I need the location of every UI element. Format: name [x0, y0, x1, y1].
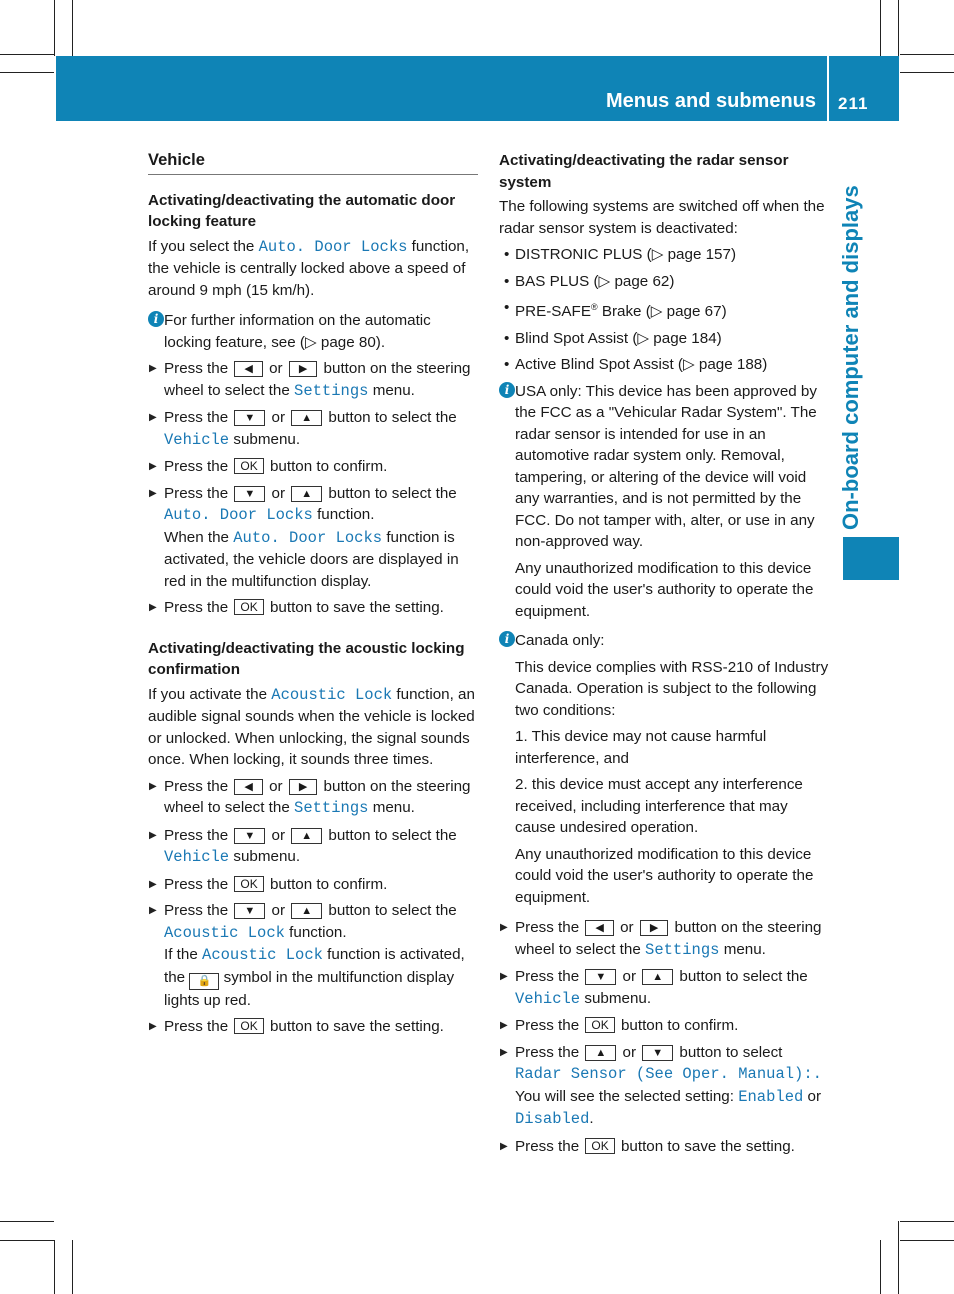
step-item: ▶ Press the ◀ or ▶ button on the steering wheel to select the Settings menu.: [500, 919, 822, 959]
step-item: ▶ Press the ▼ or ▲ button to select the Vehicle submenu.: [500, 968, 808, 1008]
down-button-icon: ▼: [585, 969, 616, 985]
lock-icon: 🔒: [189, 973, 219, 990]
step-item: ▶ Press the OK button to save the setting.: [148, 597, 478, 619]
step-item: ▶ Press the OK button to confirm.: [148, 456, 478, 478]
ok-button-icon: OK: [234, 458, 263, 474]
chapter-title: On-board computer and displays: [838, 185, 863, 530]
up-button-icon: ▲: [585, 1045, 616, 1061]
crop-mark: [898, 0, 899, 56]
page-title: Menus and submenus: [605, 90, 816, 112]
arrow-icon: ▶: [149, 412, 157, 423]
info-note: i USA only: This device has been approved by the FCC as a "Vehicular Radar System". The radar sensor is intended for use in an automotive radar system only. Removal, tampering, or altering of the device will void any warranties, and is not permitted by the FCC. Do not tamper with, alter, or use in any non-approved way.: [499, 381, 829, 553]
ok-button-icon: OK: [234, 599, 263, 615]
info-icon: i: [499, 631, 515, 647]
subsection-heading: Activating/deactivating the automatic door locking feature: [148, 191, 456, 230]
crop-mark: [0, 54, 54, 55]
crop-mark: [0, 72, 54, 73]
list-item: • Blind Spot Assist (▷ page 184): [504, 329, 722, 347]
crop-mark: [898, 1221, 899, 1294]
arrow-icon: ▶: [149, 780, 157, 792]
arrow-icon: ▶: [500, 971, 508, 983]
subsection-heading: Activating/deactivating the radar sensor system: [499, 152, 789, 191]
arrow-icon: ▶: [500, 922, 508, 934]
info-note: i Canada only:: [499, 630, 829, 652]
subsection-heading: Activating/deactivating the acoustic locking confirmation: [148, 639, 465, 678]
crop-mark: [900, 72, 954, 73]
step-item: ▶ Press the OK button to save the setting.: [499, 1136, 829, 1158]
up-button-icon: ▲: [291, 410, 322, 426]
paragraph: 2. this device must accept any interference received, including interference that may cause undesired operation.: [515, 776, 803, 837]
paragraph: If you select the Auto. Door Locks function, the vehicle is centrally locked above a speed of around 9 mph (15 km/h).: [148, 237, 470, 299]
list-item: • DISTRONIC PLUS (▷ page 157): [504, 246, 737, 263]
arrow-icon: ▶: [149, 487, 157, 499]
step-item: ▶ Press the OK button to confirm.: [499, 1015, 829, 1037]
down-button-icon: ▼: [234, 486, 265, 502]
step-item: ▶ Press the ◀ or ▶ button on the steering wheel to select the Settings menu.: [149, 360, 471, 400]
paragraph: If you activate the Acoustic Lock function, an audible signal sounds when the vehicle is locked or unlocked. When unlocking, the signal sounds once. When locking, it sounds three times.: [148, 685, 475, 768]
left-button-icon: ◀: [234, 361, 262, 377]
header-divider: [827, 56, 829, 121]
down-button-icon: ▼: [234, 903, 265, 919]
crop-mark: [880, 1240, 881, 1294]
step-item: ▶ Press the ▼ or ▲ button to select the Auto. Door Locks function. When the Auto. Door Locks function is activated, the vehicle doors are displayed in red in the multifunction display.: [149, 484, 459, 590]
info-icon: i: [148, 311, 164, 327]
paragraph: 1. This device may not cause harmful interference, and: [515, 728, 767, 767]
ok-button-icon: OK: [585, 1017, 614, 1033]
arrow-icon: ▶: [149, 461, 157, 472]
ok-button-icon: OK: [234, 1018, 263, 1034]
crop-mark: [880, 0, 881, 56]
crop-mark: [0, 1221, 54, 1222]
arrow-icon: ▶: [500, 1020, 508, 1032]
crop-mark: [900, 1240, 954, 1241]
section-heading: Vehicle: [148, 150, 478, 175]
paragraph: Any unauthorized modification to this device could void the user's authority to operate the equipment.: [515, 845, 814, 906]
up-button-icon: ▲: [291, 903, 322, 919]
up-button-icon: ▲: [291, 828, 322, 844]
left-column: [148, 150, 478, 1043]
arrow-icon: ▶: [149, 363, 157, 374]
paragraph: This device complies with RSS-210 of Industry Canada. Operation is subject to the following two conditions:: [515, 658, 829, 719]
left-button-icon: ◀: [234, 779, 262, 795]
list-item: • BAS PLUS (▷ page 62): [504, 272, 675, 290]
up-button-icon: ▲: [642, 969, 673, 985]
crop-mark: [54, 0, 55, 56]
right-button-icon: ▶: [640, 920, 668, 936]
ok-button-icon: OK: [234, 876, 263, 892]
list-item: • Active Blind Spot Assist (▷ page 188): [504, 356, 768, 374]
list-item: • PRE-SAFE® Brake (▷ page 67): [504, 299, 727, 321]
step-item: ▶ Press the OK button to confirm.: [148, 874, 478, 896]
left-button-icon: ◀: [585, 920, 613, 936]
right-button-icon: ▶: [289, 779, 317, 795]
right-button-icon: ▶: [289, 361, 317, 377]
right-column: [499, 150, 829, 1162]
ok-button-icon: OK: [585, 1138, 614, 1154]
arrow-icon: ▶: [149, 905, 157, 916]
paragraph: Any unauthorized modification to this device could void the user's authority to operate the equipment.: [515, 559, 814, 620]
crop-mark: [0, 1240, 54, 1241]
step-item: ▶ Press the ▼ or ▲ button to select the Vehicle submenu.: [149, 409, 457, 449]
page-number: 211: [838, 94, 869, 113]
arrow-icon: ▶: [149, 829, 157, 841]
crop-mark: [900, 54, 954, 55]
step-item: ▶ Press the ▲ or ▼ button to select Radar Sensor (See Oper. Manual):. You will see the selected setting: Enabled or Disabled.: [500, 1043, 822, 1129]
step-item: ▶ Press the ▼ or ▲ button to select the Vehicle submenu.: [149, 826, 457, 866]
step-item: ▶ Press the OK button to save the setting.: [148, 1016, 478, 1038]
crop-mark: [72, 0, 73, 56]
up-button-icon: ▲: [291, 486, 322, 502]
chapter-tab: [843, 537, 899, 580]
arrow-icon: ▶: [149, 1021, 157, 1032]
crop-mark: [72, 1240, 73, 1294]
down-button-icon: ▼: [234, 828, 265, 844]
arrow-icon: ▶: [500, 1046, 508, 1058]
info-icon: i: [499, 382, 515, 398]
paragraph: The following systems are switched off when the radar sensor system is deactivated:: [499, 198, 825, 237]
crop-mark: [54, 1240, 55, 1294]
arrow-icon: ▶: [149, 878, 157, 890]
crop-mark: [900, 1221, 954, 1222]
info-note: i For further information on the automatic locking feature, see (▷ page 80).: [148, 310, 478, 353]
arrow-icon: ▶: [149, 602, 157, 613]
step-item: ▶ Press the ◀ or ▶ button on the steering wheel to select the Settings menu.: [149, 777, 471, 817]
arrow-icon: ▶: [500, 1140, 508, 1152]
step-item: ▶ Press the ▼ or ▲ button to select the Acoustic Lock function. If the Acoustic Lock function is activated, the 🔒 symbol in the multifunction display lights up red.: [149, 902, 465, 1009]
down-button-icon: ▼: [642, 1045, 673, 1061]
down-button-icon: ▼: [234, 410, 265, 426]
